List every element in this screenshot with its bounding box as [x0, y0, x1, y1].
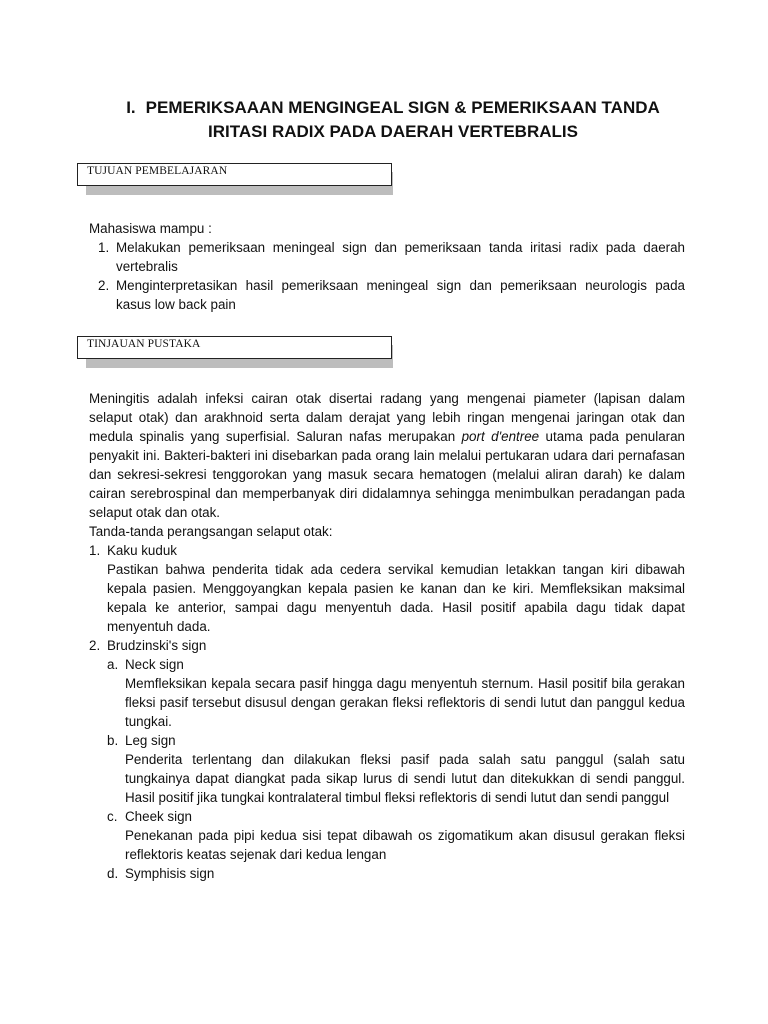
sign-item	[89, 636, 685, 655]
sign-title: Kaku kuduk	[107, 543, 177, 558]
objective-text: Melakukan pemeriksaan meningeal sign dan pemeriksaan tanda iritasi radix pada daerah vertebralis	[116, 240, 685, 274]
sub-sign-description: Penekanan pada pipi kedua sisi tepat dibawah os zigomatikum akan disusul gerakan fleksi reflektoris keatas sejenak dari kedua lengan	[125, 828, 685, 862]
objective-item	[89, 276, 685, 314]
title-line-2: IRITASI RADIX PADA DAERAH VERTEBRALIS	[208, 122, 578, 141]
title-line-1: PEMERIKSAAAN MENGINGEAL SIGN & PEMERIKSAAN TANDA	[145, 98, 660, 117]
sub-sign-letter: a.	[107, 657, 119, 672]
page-title	[100, 96, 686, 144]
sub-sign-item	[89, 731, 685, 750]
sign-title: Brudzinski's sign	[107, 638, 207, 653]
sub-sign-letter: b.	[107, 733, 119, 748]
sub-sign-item	[89, 807, 685, 826]
paragraph-text: utama pada penularan penyakit ini. Bakteri-bakteri ini disebarkan pada orang lain melalui pertukaran udara dari pernafasan dan sekresi-sekresi tenggorokan yang masuk secara hematogen (melalui aliran darah) ke dalam cairan serebrospinal dan memperbanyak diri didalamnya sehingga menimbulkan peradangan pada selaput otak dan otak.	[89, 429, 685, 520]
section-heading-label: TUJUAN PEMBELAJARAN	[87, 165, 228, 177]
objective-number: 2.	[98, 278, 110, 293]
sub-sign-title: Symphisis sign	[125, 866, 215, 881]
sign-number: 2.	[89, 638, 101, 653]
sub-sign-title: Cheek sign	[125, 809, 192, 824]
intro-paragraph	[89, 389, 685, 522]
section-heading-tinjauan	[77, 336, 397, 368]
literature-review	[89, 389, 685, 883]
italic-term: port d'entree	[461, 429, 540, 444]
sign-item	[89, 541, 685, 560]
sub-sign-description: Memfleksikan kepala secara pasif hingga dagu menyentuh sternum. Hasil positif bila gerakan fleksi pasif tersebut disusul dengan gerakan fleksi reflektoris di sendi lutut dan panggul kedua tungkai.	[125, 676, 685, 729]
sub-sign-letter: d.	[107, 866, 119, 881]
sub-sign-title: Neck sign	[125, 657, 184, 672]
title-number: I.	[126, 98, 136, 117]
sub-sign-item	[89, 655, 685, 674]
learning-objectives	[89, 219, 685, 314]
sub-sign-description: Penderita terlentang dan dilakukan fleksi pasif pada salah satu panggul (salah satu tungkainya dapat diangkat pada sikap lurus di sendi lutut dan ditekukkan di sendi panggul. Hasil positif jika tungkai kontralateral timbul fleksi reflektoris di sendi lutut dan sendi panggul	[125, 752, 685, 805]
sub-sign-title: Leg sign	[125, 733, 176, 748]
sign-description: Pastikan bahwa penderita tidak ada cedera servikal kemudian letakkan tangan kiri dibawah kepala pasien. Menggoyangkan kepala pasien ke kanan dan ke kiri. Memfleksikan maksimal kepala ke anterior, sampai dagu menyentuh dada. Hasil positif apabila dagu tidak dapat menyentuh dada.	[107, 562, 685, 634]
sub-sign-letter: c.	[107, 809, 118, 824]
paragraph-text: Meningitis adalah infeksi cairan otak disertai radang yang mengenai piameter (lapisan dalam selaput otak) dan arakhnoid serta dalam derajat yang lebih ringan mengenai jaringan otak dan medula spinalis yang superfisial. Saluran nafas merupakan	[89, 391, 685, 444]
section-heading-tujuan	[77, 163, 397, 195]
sub-sign-item	[89, 864, 685, 883]
signs-heading: Tanda-tanda perangsangan selaput otak:	[89, 524, 333, 539]
section-heading-label: TINJAUAN PUSTAKA	[87, 338, 201, 350]
sign-number: 1.	[89, 543, 101, 558]
objectives-intro: Mahasiswa mampu :	[89, 221, 212, 236]
objective-number: 1.	[98, 240, 110, 255]
objective-item	[89, 238, 685, 276]
objective-text: Menginterpretasikan hasil pemeriksaan meningeal sign dan pemeriksaan neurologis pada kasus low back pain	[116, 278, 685, 312]
